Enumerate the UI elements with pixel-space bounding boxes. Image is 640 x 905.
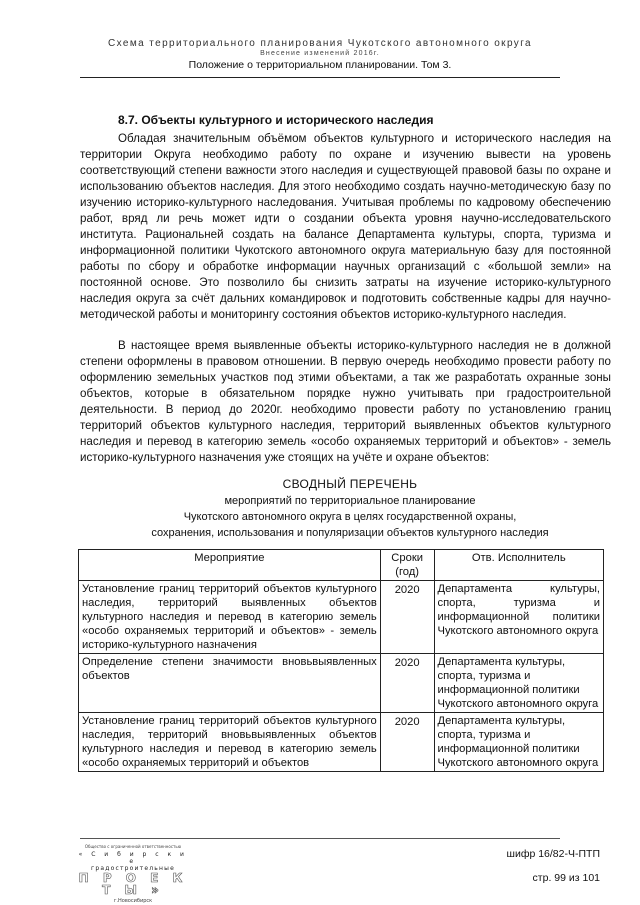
paragraph-1: Обладая значительным объёмом объектов культурного и исторического наследия на территории Округа необходимо работу по охране и изучению вывести на уровень соответствующий степени важности этого наследия и существующей правовой базы по охране и использованию объектов наследия. Для этого необходимо создать научно-методическую базу по изучению историко-культурного наследования. Учитывая проблемы по кадровому обеспечению работ, вряд ли речь может идти о создании объекта уровня научно-исследовательского института. Рациональней создать на балансе Департамента культуры, спорта, туризма и информационной политики Чукотского автономного округа материальную базу для постоянной работы по сбору и обработке информации научных организаций с «большой земли» на постоянной основе. Это позволило бы снизить затраты на изучение историко-культурного наследия округа за счёт дальних командировок и подготовить собственные кадры для научно-методической работы и мониторингу состояния объектов историко-культурного наследия. — [80, 132, 611, 321]
summary-title: СВОДНЫЙ ПЕРЕЧЕНЬ — [282, 477, 418, 491]
page-number: стр. 99 из 101 — [532, 872, 600, 884]
header-document-title: Схема территориального планирования Чукотского автономного округа — [107, 38, 532, 49]
table-row — [79, 713, 604, 772]
summary-subtitle-2: Чукотского автономного округа в целях государственной охраны, — [183, 511, 517, 523]
logo-city: г.Новосибирск — [113, 898, 153, 904]
table-cell-term: 2020 — [380, 654, 434, 713]
table-header-row — [79, 550, 604, 581]
table-cell-executor: Департамента культуры, спорта, туризма и информационной политики Чукотского автономного округа — [434, 581, 604, 654]
table-cell-measure: Установление границ территорий объектов культурного наследия, территорий вновьвыявленных объектов культурного наследия и перевод в категорию земель «особо охраняемых территорий и объектов — [79, 713, 381, 772]
table-cell-measure: Определение степени значимости вновьвыявленных объектов — [79, 654, 381, 713]
table-cell-measure: Установление границ территорий объектов культурного наследия, территорий выявленных объектов культурного наследия и перевод в категорию земель «особо охраняемых территорий и объектов» - земель историко-культурного назначения — [79, 581, 381, 654]
footer-divider — [80, 838, 560, 839]
document-cipher: шифр 16/82-Ч-ПТП — [506, 848, 600, 860]
logo-name-2: градостроительные — [91, 865, 175, 872]
header-revision: Внесение изменений 2016г. — [260, 50, 380, 57]
summary-subtitle-1: мероприятий по территориальное планирование — [224, 495, 476, 507]
company-logo — [78, 844, 188, 904]
table-header-term: Сроки (год) — [380, 550, 434, 581]
header-volume: Положение о территориальном планировании. Том 3. — [188, 59, 452, 71]
table-header-measure: Мероприятие — [79, 550, 381, 581]
table-cell-term: 2020 — [380, 581, 434, 654]
table-cell-executor: Департамента культуры, спорта, туризма и информационной политики Чукотского автономного округа — [434, 654, 604, 713]
summary-heading — [60, 477, 640, 541]
measures-table — [78, 549, 604, 772]
paragraph-2: В настоящее время выявленные объекты историко-культурного наследия не в должной степени оформлены в правовом отношении. В первую очередь необходимо провести работу по оформлению земельных участков под этими объектами, а так же разработать охранные зоны объектов, которые в обязательном порядке нужно учитывать при градостроительной деятельности. В период до 2020г. необходимо провести работу по установлению границ территорий объектов культурного наследия, территорий выявленных объектов культурного наследия и перевод в категорию земель «особо охраняемых территорий и объектов» - земель историко-культурного назначения уже стоящих на учёте и охране объектов: — [80, 339, 611, 464]
section-title: 8.7. Объекты культурного и исторического наследия — [118, 113, 434, 127]
logo-org-type: Общество с ограниченной ответственностью — [84, 844, 182, 849]
header-divider — [80, 77, 560, 78]
table-header-executor: Отв. Исполнитель — [434, 550, 604, 581]
table-row — [79, 581, 604, 654]
page-header — [0, 38, 640, 71]
table-cell-executor: Департамента культуры, спорта, туризма и информационной политики Чукотского автономного округа — [434, 713, 604, 772]
logo-name-3: П Р О Е К Т Ы » — [78, 871, 188, 897]
table-row — [79, 654, 604, 713]
logo-name-1: « С и б и р с к и е — [78, 851, 188, 865]
summary-subtitle-3: сохранения, использования и популяризации объектов культурного наследия — [151, 527, 549, 539]
table-cell-term: 2020 — [380, 713, 434, 772]
